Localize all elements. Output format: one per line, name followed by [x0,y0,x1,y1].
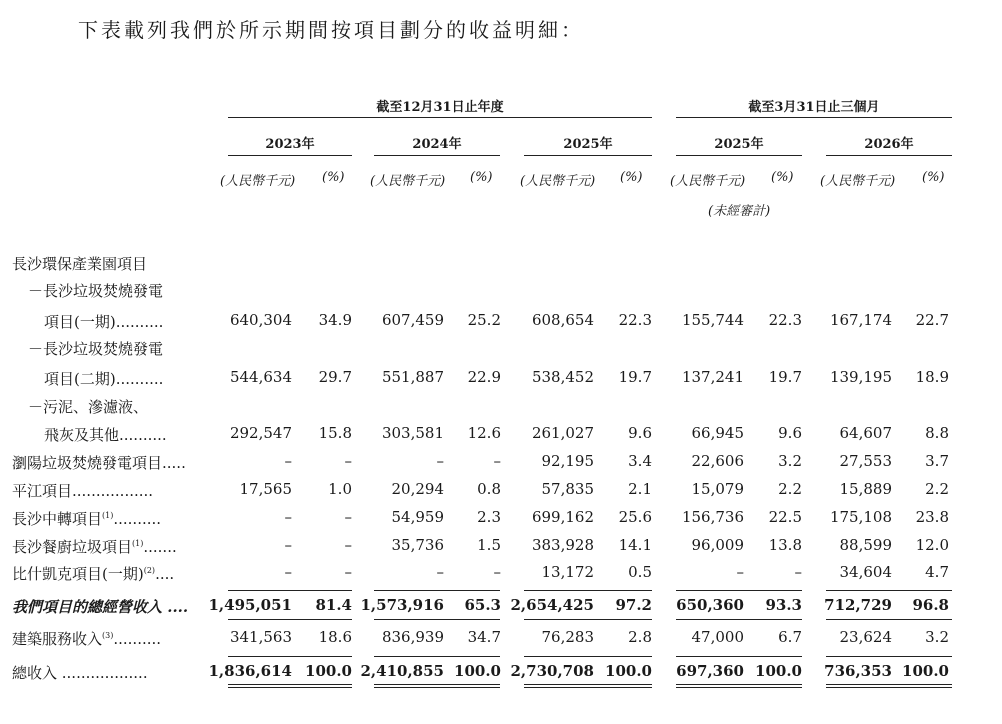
percent-cell: 3.2 [925,628,949,646]
total-top-rule [524,656,652,657]
amount-cell: 96,009 [691,536,744,554]
year-header: 2023年 [265,137,315,152]
amount-cell: 88,599 [839,536,892,554]
subtotal-top-rule [374,590,500,591]
amount-cell: 167,174 [829,311,892,329]
amount-cell: – [436,563,444,581]
percent-cell: 23.8 [915,508,949,526]
subtotal-top-rule [524,590,652,591]
percent-cell: 34.9 [318,311,352,329]
percent-cell: 22.3 [768,311,802,329]
total-double-rule [826,687,952,688]
percent-cell: 2.8 [628,628,652,646]
amount-cell: 23,624 [839,628,892,646]
unit-percent: (%) [322,170,345,185]
row-label: －污泥、滲濾液、 [28,398,149,416]
total-double-rule [374,687,500,688]
row-label: 總收入 .................. [12,664,148,682]
amount-cell: 35,736 [391,536,444,554]
percent-cell: 1.5 [477,536,501,554]
amount-cell: 175,108 [829,508,892,526]
amount-cell: 341,563 [229,628,292,646]
amount-cell: 607,459 [381,311,444,329]
amount-cell: 1,836,614 [208,662,292,680]
amount-cell: 712,729 [824,596,892,614]
row-label: －長沙垃圾焚燒發電 [28,340,164,358]
year-header: 2026年 [864,137,914,152]
amount-cell: 699,162 [531,508,594,526]
unaudited-note: (未經審計) [708,204,771,219]
unit-percent: (%) [470,170,493,185]
subtotal-top-rule [826,590,952,591]
percent-cell: 4.7 [925,563,949,581]
percent-cell: 13.8 [768,536,802,554]
unit-rmb-thousand: (人民幣千元) [220,174,296,189]
total-double-rule [524,687,652,688]
amount-cell: 303,581 [381,424,444,442]
amount-cell: 27,553 [839,452,892,470]
percent-cell: 18.9 [915,368,949,386]
footnote-marker: (3) [102,631,114,640]
percent-cell: 100.0 [755,662,802,680]
group-rule-three-months [676,117,952,118]
row-label: 長沙環保產業園項目 [12,255,148,273]
unit-rmb-thousand: (人民幣千元) [670,174,746,189]
amount-cell: 137,241 [681,368,744,386]
amount-cell: 2,410,855 [360,662,444,680]
row-label: 長沙餐廚垃圾項目$^{(1)}$....... [12,538,177,556]
amount-cell: 156,736 [681,508,744,526]
percent-cell: 9.6 [628,424,652,442]
percent-cell: 9.6 [778,424,802,442]
subtotal-bottom-rule [676,619,802,620]
percent-cell: 19.7 [768,368,802,386]
amount-cell: 551,887 [381,368,444,386]
row-label: 項目(二期).......... [44,370,164,388]
amount-cell: – [736,563,744,581]
total-bottom-rule [524,684,652,685]
percent-cell: – [344,452,352,470]
amount-cell: 13,172 [541,563,594,581]
percent-cell: – [794,563,802,581]
subtotal-bottom-rule [228,619,352,620]
percent-cell: 25.6 [618,508,652,526]
amount-cell: 383,928 [531,536,594,554]
subtotal-top-rule [228,590,352,591]
percent-cell: 15.8 [318,424,352,442]
year-header: 2024年 [412,137,462,152]
row-label: 建築服務收入$^{(3)}$.......... [12,630,162,648]
percent-cell: – [493,563,501,581]
year-rule [826,155,952,156]
amount-cell: 544,634 [229,368,292,386]
unit-percent: (%) [922,170,945,185]
row-label: 長沙中轉項目$^{(1)}$.......... [12,510,162,528]
intro-text: 下表載列我們於所示期間按項目劃分的收益明細： [78,18,584,42]
unit-percent: (%) [771,170,794,185]
amount-cell: 2,654,425 [510,596,594,614]
percent-cell: 100.0 [902,662,949,680]
year-rule [676,155,802,156]
amount-cell: 47,000 [691,628,744,646]
total-top-rule [374,656,500,657]
amount-cell: 54,959 [391,508,444,526]
amount-cell: – [284,508,292,526]
percent-cell: 25.2 [467,311,501,329]
amount-cell: 736,353 [824,662,892,680]
amount-cell: – [284,452,292,470]
total-bottom-rule [826,684,952,685]
percent-cell: 2.1 [628,480,652,498]
percent-cell: 22.3 [618,311,652,329]
amount-cell: – [284,536,292,554]
percent-cell: – [344,508,352,526]
unit-rmb-thousand: (人民幣千元) [520,174,596,189]
percent-cell: 0.5 [628,563,652,581]
amount-cell: 155,744 [681,311,744,329]
amount-cell: 92,195 [541,452,594,470]
footnote-marker: (1) [102,511,114,520]
percent-cell: 100.0 [305,662,352,680]
percent-cell: – [344,563,352,581]
percent-cell: – [493,452,501,470]
percent-cell: 18.6 [318,628,352,646]
percent-cell: 100.0 [605,662,652,680]
amount-cell: 76,283 [541,628,594,646]
amount-cell: – [284,563,292,581]
total-bottom-rule [676,684,802,685]
subtotal-bottom-rule [826,619,952,620]
total-top-rule [676,656,802,657]
total-bottom-rule [374,684,500,685]
group-header-three-months: 截至3月31日止三個月 [748,100,880,115]
percent-cell: – [344,536,352,554]
amount-cell: 538,452 [531,368,594,386]
percent-cell: 22.7 [915,311,949,329]
amount-cell: 139,195 [829,368,892,386]
percent-cell: 12.6 [467,424,501,442]
total-bottom-rule [228,684,352,685]
row-label: 飛灰及其他.......... [44,426,167,444]
percent-cell: 2.2 [778,480,802,498]
percent-cell: 0.8 [477,480,501,498]
amount-cell: 17,565 [239,480,292,498]
amount-cell: 15,079 [691,480,744,498]
amount-cell: 64,607 [839,424,892,442]
year-header: 2025年 [714,137,764,152]
row-label: 比什凱克項目(一期)$^{(2)}$.... [12,565,175,583]
total-double-rule [676,687,802,688]
percent-cell: 81.4 [315,596,352,614]
percent-cell: 12.0 [915,536,949,554]
percent-cell: 100.0 [454,662,501,680]
percent-cell: 22.9 [467,368,501,386]
amount-cell: 15,889 [839,480,892,498]
unit-percent: (%) [620,170,643,185]
unit-rmb-thousand: (人民幣千元) [370,174,446,189]
percent-cell: 96.8 [912,596,949,614]
subtotal-top-rule [676,590,802,591]
percent-cell: 14.1 [618,536,652,554]
amount-cell: 640,304 [229,311,292,329]
amount-cell: 1,573,916 [360,596,444,614]
amount-cell: – [436,452,444,470]
percent-cell: 97.2 [615,596,652,614]
amount-cell: 22,606 [691,452,744,470]
amount-cell: 650,360 [676,596,744,614]
row-label: 瀏陽垃圾焚燒發電項目..... [12,454,186,472]
percent-cell: 1.0 [328,480,352,498]
amount-cell: 1,495,051 [208,596,292,614]
percent-cell: 3.4 [628,452,652,470]
group-header-year-end: 截至12月31日止年度 [376,100,504,115]
amount-cell: 697,360 [676,662,744,680]
row-label: －長沙垃圾焚燒發電 [28,282,164,300]
percent-cell: 2.2 [925,480,949,498]
amount-cell: 66,945 [691,424,744,442]
percent-cell: 29.7 [318,368,352,386]
amount-cell: 34,604 [839,563,892,581]
percent-cell: 6.7 [778,628,802,646]
group-rule-year-end [228,117,652,118]
amount-cell: 836,939 [381,628,444,646]
year-rule [374,155,500,156]
amount-cell: 292,547 [229,424,292,442]
subtotal-bottom-rule [374,619,500,620]
percent-cell: 3.7 [925,452,949,470]
percent-cell: 22.5 [768,508,802,526]
row-label: 項目(一期).......... [44,313,164,331]
amount-cell: 20,294 [391,480,444,498]
total-double-rule [228,687,352,688]
footnote-marker: (2) [143,566,156,575]
amount-cell: 261,027 [531,424,594,442]
year-rule [228,155,352,156]
unit-rmb-thousand: (人民幣千元) [820,174,896,189]
percent-cell: 19.7 [618,368,652,386]
footnote-marker: (1) [132,539,144,548]
percent-cell: 34.7 [467,628,501,646]
year-header: 2025年 [563,137,613,152]
percent-cell: 93.3 [765,596,802,614]
total-top-rule [228,656,352,657]
row-label: 我們項目的總經營收入 .... [12,598,189,616]
year-rule [524,155,652,156]
amount-cell: 608,654 [531,311,594,329]
amount-cell: 2,730,708 [510,662,594,680]
percent-cell: 2.3 [477,508,501,526]
row-label: 平江項目................. [12,482,154,500]
percent-cell: 65.3 [464,596,501,614]
subtotal-bottom-rule [524,619,652,620]
percent-cell: 8.8 [925,424,949,442]
percent-cell: 3.2 [778,452,802,470]
amount-cell: 57,835 [541,480,594,498]
total-top-rule [826,656,952,657]
